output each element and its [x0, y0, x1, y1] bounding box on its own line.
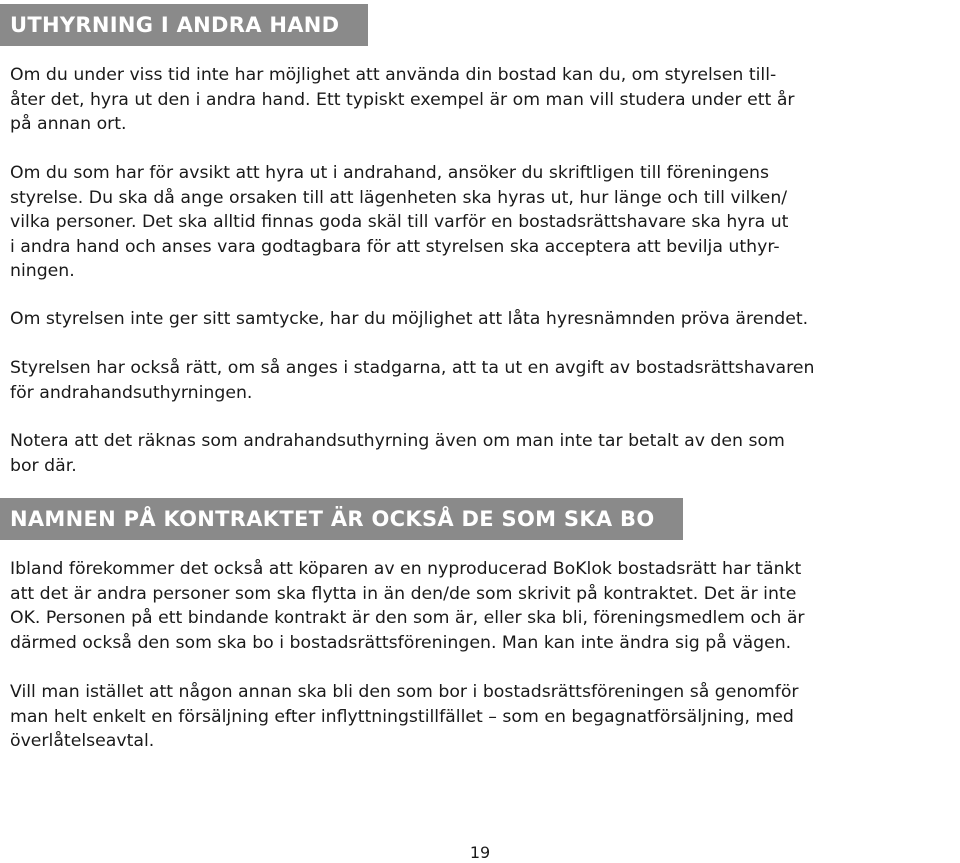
page-number: 19	[469, 843, 491, 862]
paragraph-subletting-note: Notera att det räknas som andrahandsuthyrning även om man inte tar betalt av den som bor där.	[10, 431, 785, 476]
paragraph-contract-resale: Vill man istället att någon annan ska bli den som bor i bostadsrättsföreningen så genomför man helt enkelt en försäljning efter inflyttningstillfället – som en begagnatförsäljning, med överlåtelseavtal.	[10, 682, 799, 751]
section-heading-contract-names: NAMNEN PÅ KONTRAKTET ÄR OCKSÅ DE SOM SKA BO	[0, 498, 683, 540]
paragraph-rent-tribunal: Om styrelsen inte ger sitt samtycke, har du möjlighet att låta hyresnämnden pröva ärendet.	[10, 309, 809, 329]
paragraph-subletting-fee: Styrelsen har också rätt, om så anges i stadgarna, att ta ut en avgift av bostadsrättshavaren för andrahandsuthyrningen.	[10, 358, 815, 403]
paragraph-subletting-application: Om du som har för avsikt att hyra ut i andrahand, ansöker du skriftligen till föreningens styrelse. Du ska då ange orsaken till att lägenheten ska hyras ut, hur länge och till vilken/ vilka personer. Det ska alltid finnas goda skäl till varför en bostadsrättshavare ska hyra ut i andra hand och anses vara godtagbara för att styrelsen ska acceptera att bevilja uthyr- ningen.	[10, 163, 789, 281]
paragraph-subletting-intro: Om du under viss tid inte har möjlighet att använda din bostad kan du, om styrelsen till- åter det, hyra ut den i andra hand. Ett typiskt exempel är om man vill studera under ett år på annan ort.	[10, 65, 795, 134]
paragraph-contract-buyer: Ibland förekommer det också att köparen av en nyproducerad BoKlok bostadsrätt har tänkt att det är andra personer som ska flytta in än den/de som skrivit på kontraktet. Det är inte OK. Personen på ett bindande kontrakt är den som är, eller ska bli, föreningsmedlem och är därmed också den som ska bo i bostadsrättsföreningen. Man kan inte ändra sig på vägen.	[10, 559, 805, 653]
section-heading-subletting: UTHYRNING I ANDRA HAND	[0, 4, 368, 46]
